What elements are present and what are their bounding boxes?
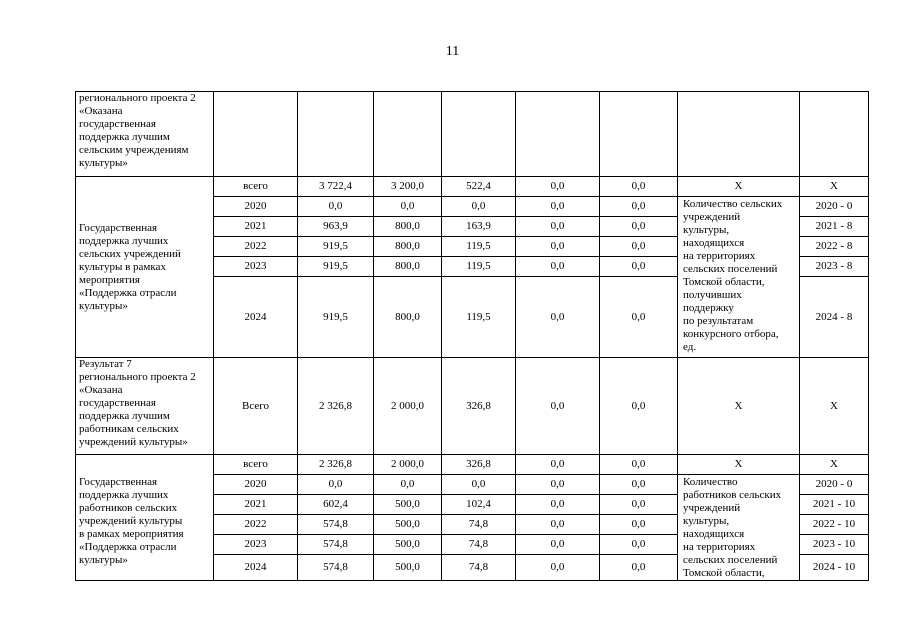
- year-cell: 2022: [214, 237, 298, 257]
- target-cell: Х: [800, 177, 869, 197]
- value-cell: 574,8: [298, 555, 374, 581]
- value-cell: 326,8: [442, 455, 516, 475]
- target-cell: 2020 - 0: [800, 475, 869, 495]
- value-cell: 0,0: [516, 217, 600, 237]
- value-cell: 500,0: [374, 515, 442, 535]
- page-number: 11: [445, 44, 460, 59]
- value-cell: 0,0: [442, 475, 516, 495]
- year-cell: 2020: [214, 475, 298, 495]
- year-cell: 2023: [214, 257, 298, 277]
- target-cell: Х: [800, 358, 869, 455]
- indicator-cell: Х: [678, 358, 800, 455]
- result-6-row: [76, 92, 869, 177]
- value-cell: 0,0: [516, 177, 600, 197]
- target-cell: 2021 - 10: [800, 495, 869, 515]
- value-cell: 0,0: [298, 475, 374, 495]
- budget-table: [75, 91, 869, 581]
- empty-cell: [298, 92, 374, 177]
- value-cell: 74,8: [442, 535, 516, 555]
- empty-cell: [678, 92, 800, 177]
- value-cell: 102,4: [442, 495, 516, 515]
- value-cell: 919,5: [298, 257, 374, 277]
- target-cell: 2020 - 0: [800, 197, 869, 217]
- target-cell: 2022 - 8: [800, 237, 869, 257]
- value-cell: 0,0: [600, 475, 678, 495]
- year-cell: 2022: [214, 515, 298, 535]
- value-cell: 0,0: [600, 217, 678, 237]
- value-cell: 0,0: [442, 197, 516, 217]
- value-cell: 500,0: [374, 555, 442, 581]
- year-cell: всего: [214, 455, 298, 475]
- value-cell: 2 326,8: [298, 455, 374, 475]
- value-cell: 119,5: [442, 277, 516, 358]
- value-cell: 74,8: [442, 555, 516, 581]
- result-name-cell: Результат 7 регионального проекта 2 «Оказана государственная поддержка лучшим работникам сельских учреждений культуры»: [76, 358, 214, 455]
- year-cell: Всего: [214, 358, 298, 455]
- empty-cell: [374, 92, 442, 177]
- value-cell: 74,8: [442, 515, 516, 535]
- value-cell: 0,0: [600, 535, 678, 555]
- value-cell: 0,0: [600, 257, 678, 277]
- value-cell: 0,0: [600, 358, 678, 455]
- value-cell: 963,9: [298, 217, 374, 237]
- value-cell: 0,0: [516, 535, 600, 555]
- value-cell: 0,0: [374, 475, 442, 495]
- value-cell: 0,0: [374, 197, 442, 217]
- empty-cell: [800, 92, 869, 177]
- value-cell: 119,5: [442, 237, 516, 257]
- value-cell: 602,4: [298, 495, 374, 515]
- value-cell: 0,0: [600, 495, 678, 515]
- value-cell: 800,0: [374, 277, 442, 358]
- target-cell: 2023 - 8: [800, 257, 869, 277]
- target-cell: 2024 - 10: [800, 555, 869, 581]
- target-cell: Х: [800, 455, 869, 475]
- value-cell: 0,0: [516, 237, 600, 257]
- value-cell: 0,0: [516, 197, 600, 217]
- year-cell: 2021: [214, 495, 298, 515]
- indicator-description-cell: Количество работников сельских учреждений культуры, находящихся на территориях сельских поселений Томской области,: [678, 475, 800, 581]
- value-cell: 0,0: [600, 277, 678, 358]
- empty-cell: [442, 92, 516, 177]
- indicator-cell: Х: [678, 455, 800, 475]
- value-cell: 574,8: [298, 535, 374, 555]
- year-cell: 2021: [214, 217, 298, 237]
- value-cell: 0,0: [600, 197, 678, 217]
- value-cell: 0,0: [600, 515, 678, 535]
- target-cell: 2023 - 10: [800, 535, 869, 555]
- value-cell: 119,5: [442, 257, 516, 277]
- value-cell: 0,0: [516, 277, 600, 358]
- value-cell: 500,0: [374, 535, 442, 555]
- value-cell: 326,8: [442, 358, 516, 455]
- table-row: [76, 177, 869, 197]
- table-row: [76, 455, 869, 475]
- value-cell: 0,0: [516, 495, 600, 515]
- value-cell: 574,8: [298, 515, 374, 535]
- value-cell: 0,0: [516, 358, 600, 455]
- empty-cell: [214, 92, 298, 177]
- year-cell: 2020: [214, 197, 298, 217]
- value-cell: 0,0: [600, 555, 678, 581]
- indicator-cell: Х: [678, 177, 800, 197]
- value-cell: 0,0: [516, 475, 600, 495]
- value-cell: 800,0: [374, 257, 442, 277]
- value-cell: 0,0: [516, 515, 600, 535]
- value-cell: 0,0: [516, 555, 600, 581]
- value-cell: 0,0: [516, 257, 600, 277]
- measure-name-cell: Государственная поддержка лучших работников сельских учреждений культуры в рамках мероприятия «Поддержка отрасли культуры»: [76, 455, 214, 581]
- value-cell: 919,5: [298, 277, 374, 358]
- measure-name-cell: Государственная поддержка лучших сельских учреждений культуры в рамках мероприятия «Поддержка отрасли культуры»: [76, 177, 214, 358]
- empty-cell: [516, 92, 600, 177]
- value-cell: 163,9: [442, 217, 516, 237]
- value-cell: 522,4: [442, 177, 516, 197]
- year-cell: 2024: [214, 555, 298, 581]
- result-name-cell: регионального проекта 2 «Оказана государственная поддержка лучшим сельским учреждениям культуры»: [76, 92, 214, 177]
- year-cell: всего: [214, 177, 298, 197]
- value-cell: 2 000,0: [374, 455, 442, 475]
- indicator-description-cell: Количество сельских учреждений культуры, находящихся на территориях сельских поселений Томской области, получивших поддержку по результатам конкурсного отбора, ед.: [678, 197, 800, 358]
- target-cell: 2024 - 8: [800, 277, 869, 358]
- value-cell: 3 722,4: [298, 177, 374, 197]
- value-cell: 2 326,8: [298, 358, 374, 455]
- value-cell: 800,0: [374, 217, 442, 237]
- empty-cell: [600, 92, 678, 177]
- value-cell: 0,0: [600, 177, 678, 197]
- target-cell: 2021 - 8: [800, 217, 869, 237]
- value-cell: 0,0: [600, 237, 678, 257]
- target-cell: 2022 - 10: [800, 515, 869, 535]
- result-7-row: [76, 358, 869, 455]
- value-cell: 800,0: [374, 237, 442, 257]
- value-cell: 0,0: [298, 197, 374, 217]
- value-cell: 0,0: [600, 455, 678, 475]
- value-cell: 0,0: [516, 455, 600, 475]
- year-cell: 2024: [214, 277, 298, 358]
- year-cell: 2023: [214, 535, 298, 555]
- value-cell: 2 000,0: [374, 358, 442, 455]
- value-cell: 3 200,0: [374, 177, 442, 197]
- value-cell: 919,5: [298, 237, 374, 257]
- value-cell: 500,0: [374, 495, 442, 515]
